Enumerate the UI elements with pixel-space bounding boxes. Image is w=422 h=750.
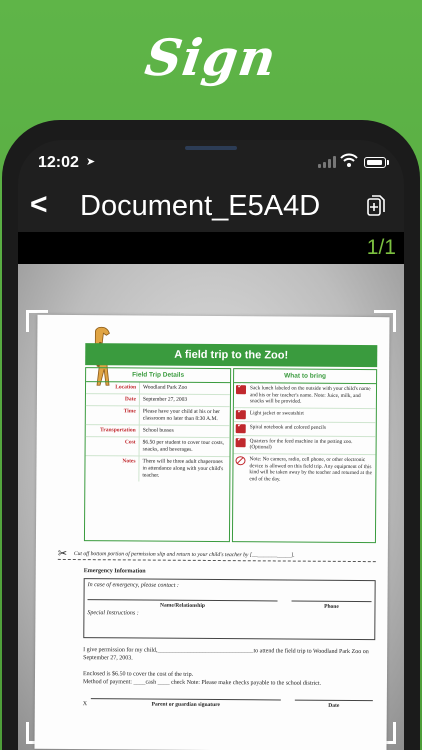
enclosed-text: Enclosed is $6.50 to cover the cost of the trip. [82, 671, 194, 678]
date-label: Date [295, 700, 373, 711]
bring-item-text: Light jacket or sweatshirt [249, 410, 304, 417]
battery-icon [364, 157, 386, 168]
cut-dashed-line [58, 559, 376, 562]
bring-item-text: Spiral notebook and colored pencils [249, 424, 326, 431]
name-relationship-label: Name/Relationship [87, 599, 277, 610]
phone-label: Phone [291, 601, 371, 612]
checkmark-icon [236, 438, 246, 447]
detail-label: Transportation [86, 425, 140, 436]
bring-item-text: Sack lunch labeled on the outside with your child's name and his or her teacher's name. Note: Juice, milk, and snacks will be provided. [249, 385, 371, 405]
detail-value: School busses [142, 427, 174, 434]
detail-label: Notes [85, 456, 139, 481]
detail-label: Location [86, 382, 140, 393]
cut-instruction: Cut off bottom portion of permission slip and return to your child's teacher by [______________]. [73, 551, 295, 559]
checkmark-icon [236, 424, 246, 433]
detail-label: Cost [86, 437, 140, 455]
what-to-bring-list [232, 368, 377, 543]
bring-heading: What to bring [234, 369, 376, 384]
detail-value: September 27, 2003 [142, 396, 188, 403]
app-screen [18, 140, 404, 750]
scissors-icon: ✂ [57, 547, 68, 560]
table-row [86, 406, 230, 426]
table-row [86, 382, 230, 395]
detail-value: $6.50 per student to cover tour costs, snacks, and beverages. [142, 439, 224, 453]
signature-lines [83, 698, 375, 710]
nav-bar [18, 186, 404, 230]
bring-item-text: Note: No camera, radio, cell phone, or other electronic device is allowed on this field trip. Any equipment of this kind will be taken away by the teacher and returned at the end of the day. [249, 456, 372, 483]
table-row [86, 437, 230, 457]
special-instructions-label: Special Instructions : [87, 610, 139, 617]
status-time: 12:02 [38, 154, 79, 171]
payment-method-text: Method of payment: ____cash ____ check Note: Please make checks payable to the school district. [82, 679, 322, 687]
back-chevron-icon[interactable]: < [30, 188, 48, 221]
list-item [234, 436, 376, 455]
battery-tip [387, 160, 389, 165]
wifi-icon [340, 152, 358, 168]
document-viewer[interactable] [18, 264, 404, 750]
detail-value: There will be three adult chaperones in attendance along with your child's teacher. [142, 458, 224, 479]
document-title: Document_E5A4D [80, 190, 321, 222]
checkmark-icon [236, 410, 246, 419]
page-counter: 1/1 [366, 236, 396, 259]
list-item [234, 422, 376, 437]
document-share-icon[interactable] [366, 194, 386, 218]
checkmark-icon [236, 385, 246, 394]
page-indicator-bar [18, 232, 404, 264]
emergency-box [83, 578, 375, 640]
permission-text: I give permission for my child,________________________________to attend the field trip to Woodland Park Zoo on September 27, 2003. [83, 647, 369, 662]
list-item [233, 454, 375, 485]
trip-details-table [84, 367, 231, 542]
table-row [85, 456, 229, 482]
detail-label: Date [86, 394, 140, 405]
permission-slip [83, 567, 376, 710]
headline: Sign [141, 28, 281, 87]
emergency-title: Emergency Information [83, 568, 146, 575]
detail-value: Woodland Park Zoo [142, 384, 188, 391]
detail-label: Time [86, 406, 140, 424]
table-row [86, 394, 230, 407]
cellular-signal-icon [318, 156, 336, 168]
camera-notch [185, 146, 237, 150]
list-item [234, 408, 376, 423]
signature-x-mark: X [82, 701, 88, 708]
table-row [86, 425, 230, 438]
bring-item-text: Quarters for the feed machine in the petting zoo. (Optional) [249, 438, 353, 451]
list-item [234, 383, 376, 409]
scanned-document-page [34, 315, 389, 750]
location-arrow-icon: ➤ [86, 156, 96, 168]
detail-value: Please have your child at his or her classroom no later than 8:30 A.M. [142, 408, 221, 423]
emergency-prompt: In case of emergency, please contact : [87, 582, 179, 589]
prohibited-icon [235, 456, 245, 465]
details-heading: Field Trip Details [86, 368, 230, 383]
document-banner-title: A field trip to the Zoo! [85, 343, 377, 367]
signature-label[interactable]: Parent or guardian signature [91, 698, 281, 709]
